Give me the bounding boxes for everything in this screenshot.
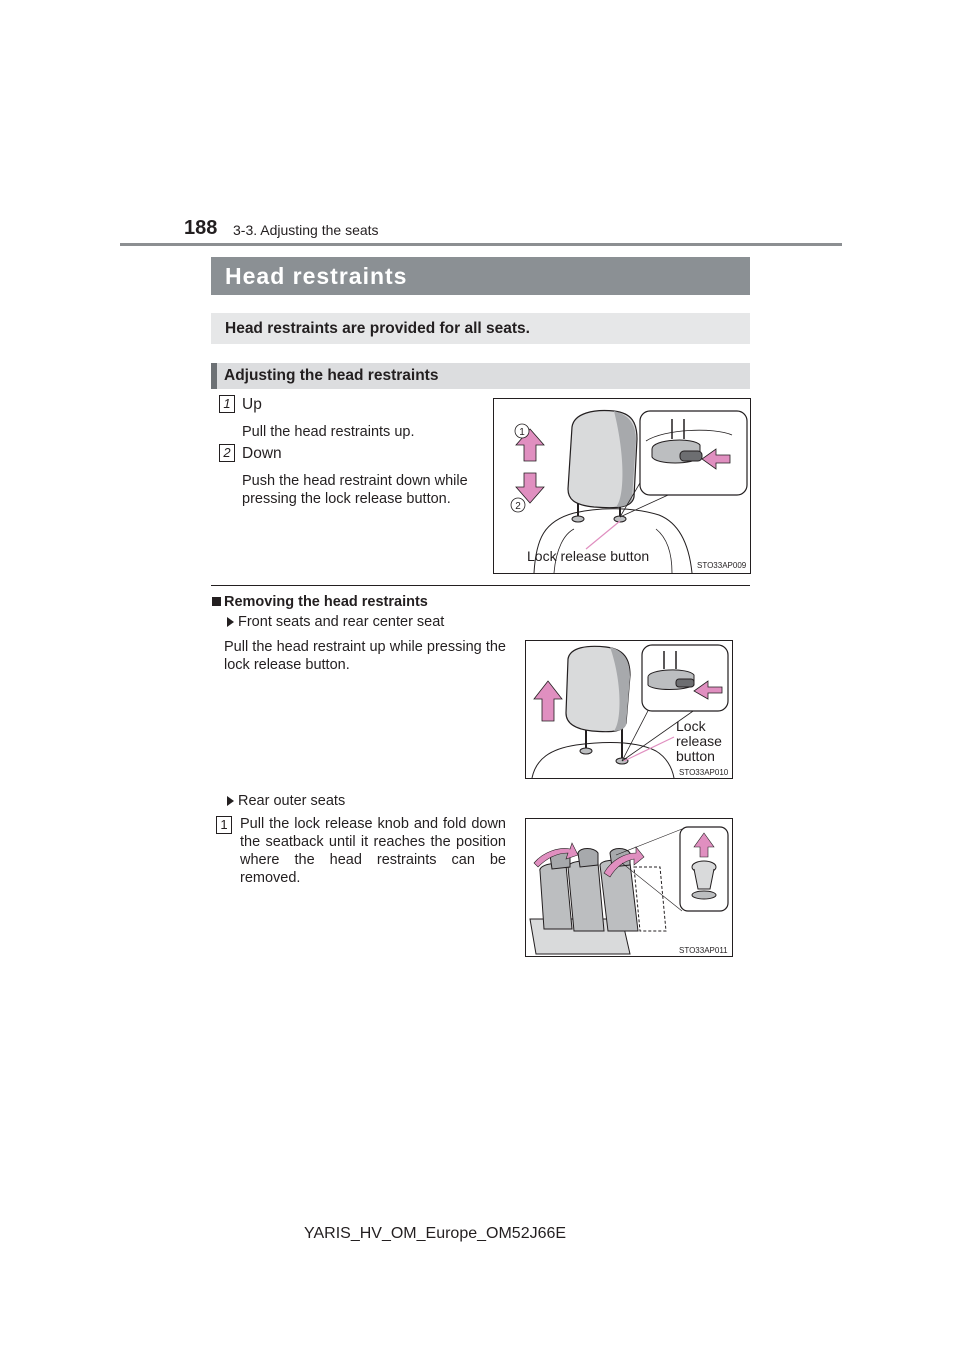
page-title: Head restraints — [225, 263, 408, 289]
subsection-marker — [211, 363, 217, 389]
rear-step-number-1: 1 — [216, 816, 232, 834]
step-2-text: Push the head restraint down while pressing the lock release button. — [242, 473, 468, 507]
bullet-arrow-icon — [227, 796, 234, 806]
figure-code-2: STO33AP010 — [679, 768, 729, 777]
step-number-1: 1 — [219, 395, 235, 413]
page-number: 188 — [184, 217, 218, 239]
subsection-title: Adjusting the head restraints — [224, 367, 439, 384]
rear-seats-bullet: Rear outer seats — [238, 793, 346, 809]
step-number-2: 2 — [219, 444, 235, 462]
head-restraint-adjust-figure — [493, 398, 751, 574]
front-seats-text: Pull the head restraint up while pressing the lock release button. — [224, 639, 506, 673]
lock-release-label-2 — [676, 719, 722, 764]
rear-seat-removal-illustration — [526, 819, 732, 956]
document-footer: YARIS_HV_OM_Europe_OM52J66E — [304, 1225, 567, 1242]
section-reference: 3-3. Adjusting the seats — [233, 222, 379, 238]
front-seat-removal-figure — [525, 640, 733, 779]
head-restraint-adjust-illustration — [494, 399, 750, 573]
header-rule — [120, 243, 842, 246]
lock-label-line2: release — [676, 733, 722, 749]
figure-code-3: STO33AP011 — [679, 946, 728, 955]
step-1-text: Pull the head restraints up. — [242, 424, 415, 440]
lock-release-label: Lock release button — [527, 548, 650, 564]
heading-square-bullet — [212, 597, 221, 606]
front-seats-bullet: Front seats and rear center seat — [238, 614, 445, 630]
title-band — [211, 257, 750, 295]
rear-seat-removal-figure — [525, 818, 733, 957]
section-divider — [211, 585, 750, 586]
lock-label-line3: button — [676, 748, 715, 764]
rear-seats-text: Pull the lock release knob and fold down the seatback until it reaches the position where the head restraints can be removed. — [240, 816, 506, 886]
figure-code-1: STO33AP009 — [697, 561, 747, 570]
intro-text: Head restraints are provided for all seats. — [225, 320, 530, 337]
removing-heading: Removing the head restraints — [224, 594, 428, 610]
bullet-arrow-icon — [227, 617, 234, 627]
callout-2: 2 — [515, 501, 521, 512]
subsection-band — [211, 363, 750, 389]
step-1-title: Up — [242, 396, 262, 413]
lock-label-line1: Lock — [676, 718, 706, 734]
step-2-title: Down — [242, 445, 282, 462]
intro-band — [211, 313, 750, 344]
callout-1: 1 — [519, 427, 525, 438]
